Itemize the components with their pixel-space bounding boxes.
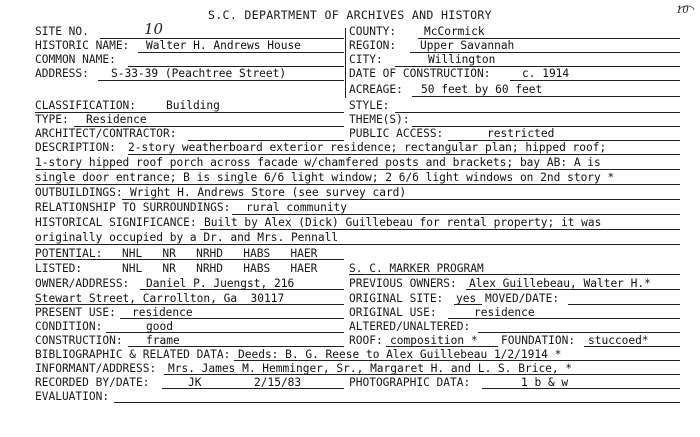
outbuildings-rule [122,199,680,200]
date-label: DATE OF CONSTRUCTION: [349,67,491,80]
bibliographic-label: BIBLIOGRAPHIC & RELATED DATA: [35,348,231,361]
original-use-label: ORIGINAL USE: [349,306,437,319]
site-no-value: 10 [144,20,164,38]
description-rule-2 [35,169,680,170]
foundation-value: stuccoed* [588,334,649,347]
listed-label: LISTED: [35,262,83,275]
previous-owners-label: PREVIOUS OWNERS: [349,277,457,290]
photographic-rule [482,388,680,389]
address-label: ADDRESS: [35,67,89,80]
condition-label: CONDITION: [35,320,103,333]
significance-rule-2 [35,244,680,245]
recorded-by-value: JK [188,376,202,389]
architect-label: ARCHITECT/CONTRACTOR: [35,127,177,140]
previous-owners-rule [466,289,680,290]
public-access-value: restricted [487,127,555,140]
evaluation-rule [114,402,680,403]
previous-owners-value: Alex Guillebeau, Walter H.* [469,277,651,290]
informant-label: INFORMANT/ADDRESS: [35,362,157,375]
potential-options: NHL NR NRHD HABS HAER [122,247,318,260]
city-label: CITY: [349,53,383,66]
roof-value: composition * [390,334,478,347]
county-value: McCormick [424,25,485,38]
foundation-rule [584,346,680,347]
original-use-rule [448,318,680,319]
owner-line-1: Daniel P. Juengst, 216 [146,277,295,290]
potential-label: POTENTIAL: [35,247,103,260]
owner-rule-2 [35,304,344,305]
historic-name-rule [138,52,344,53]
informant-rule [164,374,680,375]
owner-rule-1 [140,289,344,290]
city-value: Willington [428,53,496,66]
original-use-value: residence [474,306,535,319]
condition-rule [106,332,344,333]
significance-line-1: Built by Alex (Dick) Guillebeau for rental property; it was [204,216,602,229]
acreage-label: ACREAGE: [349,83,403,96]
card-title: S.C. DEPARTMENT OF ARCHIVES AND HISTORY [208,8,492,22]
moved-rule [568,304,680,305]
classification-value: Building [166,99,220,112]
moved-label: MOVED/DATE: [485,292,560,305]
relationship-label: RELATIONSHIP TO SURROUNDINGS: [35,201,231,214]
classification-rule [35,112,344,113]
corner-mark: 10 [676,5,689,16]
county-label: COUNTY: [349,25,397,38]
description-line-3: single door entrance; B is single 6/6 light window; 2 6/6 light windows on 2nd story * [35,171,615,184]
roof-rule [386,346,498,347]
marker-label: S. C. MARKER PROGRAM [349,262,484,275]
historic-name-label: HISTORIC NAME: [35,39,130,52]
date-value: c. 1914 [522,67,570,80]
address-value: S-33-39 (Peachtree Street) [111,67,287,80]
present-use-value: residence [132,306,193,319]
description-line-2: 1-story hipped roof porch across facade w/chamfered posts and brackets; bay AB: A is [35,156,601,169]
region-value: Upper Savannah [420,39,515,52]
significance-label: HISTORICAL SIGNIFICANCE: [35,216,197,229]
photographic-value: 1 b & w [521,376,569,389]
recorded-date-value: 2/15/83 [254,376,302,389]
foundation-label: FOUNDATION: [501,334,576,347]
type-value: Residence [86,113,147,126]
column-divider [345,28,346,98]
description-line-1: 2-story weatherboard exterior residence; rectangular plan; hipped roof; [128,141,607,154]
common-name-label: COMMON NAME: [35,53,116,66]
theme-label: THEME(S): [349,113,410,126]
construction-rule [128,346,344,347]
potential-rule [35,259,344,260]
present-use-rule [120,318,344,319]
classification-label: CLASSIFICATION: [35,99,137,112]
site-no-label: SITE NO. [35,25,89,38]
bibliographic-value: Deeds: B. G. Reese to Alex Guillebeau 1/2/1914 * [238,348,562,361]
address-rule [98,80,344,81]
region-label: REGION: [349,39,397,52]
original-site-rule [454,304,482,305]
bibliographic-rule [234,360,680,361]
construction-value: frame [146,334,180,347]
acreage-value: 50 feet by 60 feet [421,83,543,96]
public-access-label: PUBLIC ACCESS: [349,127,444,140]
informant-value: Mrs. James M. Hemminger, Sr., Margaret H. and L. S. Brice, * [168,362,573,375]
outbuildings-value: Wright H. Andrews Store (see survey card) [130,186,407,199]
altered-label: ALTERED/UNALTERED: [349,320,471,333]
recorded-rule [162,388,344,389]
style-label: STYLE: [349,99,390,112]
roof-label: ROOF: [349,334,383,347]
listed-options: NHL NR NRHD HABS HAER [122,262,318,275]
evaluation-label: EVALUATION: [35,390,110,403]
style-rule [395,112,680,113]
original-site-label: ORIGINAL SITE: [349,292,444,305]
recorded-label: RECORDED BY/DATE: [35,376,150,389]
relationship-rule [232,214,680,215]
description-label: DESCRIPTION: [35,141,116,154]
description-rule-3 [35,184,680,185]
type-label: TYPE: [35,113,69,126]
relationship-value: rural community [246,201,348,214]
acreage-rule [412,96,680,97]
marker-rule [349,274,680,275]
condition-value: good [146,320,173,333]
owner-line-2: Stewart Street, Carrollton, Ga 30117 [35,292,285,305]
present-use-label: PRESENT USE: [35,306,116,319]
photographic-label: PHOTOGRAPHIC DATA: [349,376,471,389]
altered-rule [478,332,680,333]
date-rule [510,80,680,81]
historic-name-value: Walter H. Andrews House [146,39,301,52]
significance-line-2: originally occupied by a Dr. and Mrs. Pennall [35,231,339,244]
construction-label: CONSTRUCTION: [35,334,123,347]
description-rule-1 [128,154,680,155]
significance-rule-1 [200,229,680,230]
original-site-value: yes [456,292,477,305]
owner-label: OWNER/ADDRESS: [35,277,130,290]
outbuildings-label: OUTBUILDINGS: [35,186,123,199]
